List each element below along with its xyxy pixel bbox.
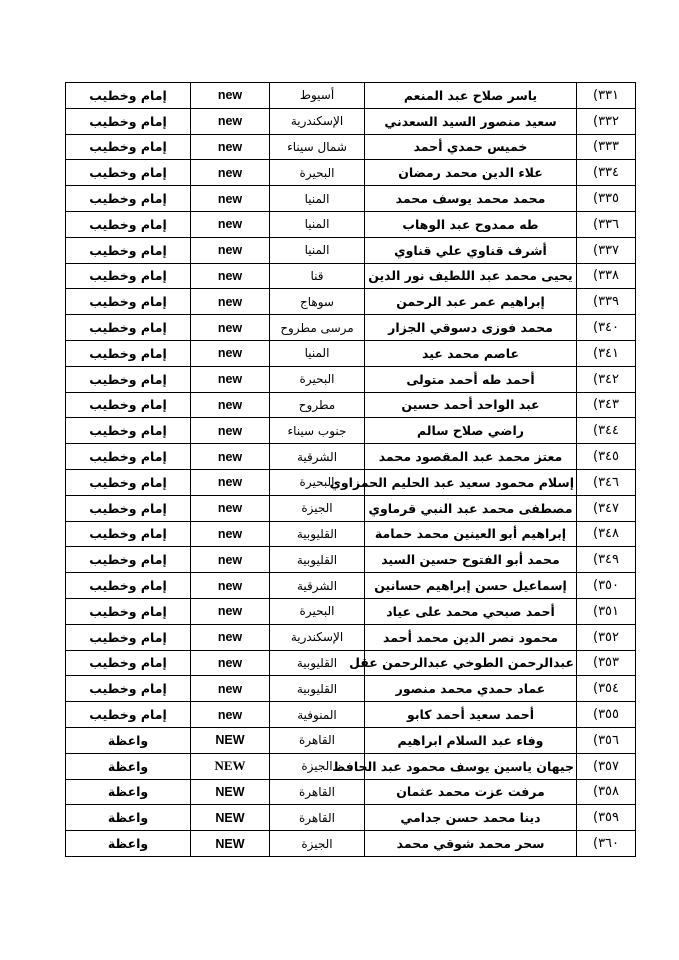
person-name: أحمد صبحي محمد على عياد (365, 598, 577, 624)
table-row (66, 573, 636, 599)
job-title: واعظة (66, 727, 191, 753)
table-row (66, 160, 636, 186)
person-name: علاء الدين محمد رمضان (365, 160, 577, 186)
status-label: new (191, 598, 270, 624)
row-number: ٣٥٤) (577, 676, 636, 702)
job-title: واعظة (66, 779, 191, 805)
person-name: مصطفى محمد عبد النبي قرماوي (365, 495, 577, 521)
row-number: ٣٣٩) (577, 289, 636, 315)
row-number: ٣٣٦) (577, 211, 636, 237)
row-number: ٣٤٨) (577, 521, 636, 547)
job-title: إمام وخطيب (66, 340, 191, 366)
status-label: NEW (191, 805, 270, 831)
governorate: القاهرة (270, 727, 365, 753)
person-name: يحيى محمد عبد اللطيف نور الدين (365, 263, 577, 289)
governorate: القليوبية (270, 521, 365, 547)
status-label: new (191, 676, 270, 702)
job-title: إمام وخطيب (66, 521, 191, 547)
status-label: new (191, 624, 270, 650)
job-title: إمام وخطيب (66, 160, 191, 186)
person-name: راضي صلاح سالم (365, 418, 577, 444)
person-name: وفاء عبد السلام ابراهيم (365, 727, 577, 753)
person-name: أحمد سعيد أحمد كابو (365, 702, 577, 728)
status-label: new (191, 340, 270, 366)
job-title: إمام وخطيب (66, 83, 191, 109)
row-number: ٣٥٦) (577, 727, 636, 753)
row-number: ٣٣٧) (577, 237, 636, 263)
job-title: إمام وخطيب (66, 702, 191, 728)
status-label: new (191, 134, 270, 160)
names-table-body (66, 83, 636, 857)
table-row (66, 186, 636, 212)
status-label: new (191, 547, 270, 573)
governorate: البحيرة (270, 598, 365, 624)
person-name: عاصم محمد عيد (365, 340, 577, 366)
person-name: عبد الواحد أحمد حسين (365, 392, 577, 418)
status-label: new (191, 392, 270, 418)
table-row (66, 702, 636, 728)
status-label: new (191, 702, 270, 728)
job-title: إمام وخطيب (66, 444, 191, 470)
person-name: أشرف قناوي علي قناوي (365, 237, 577, 263)
job-title: إمام وخطيب (66, 676, 191, 702)
table-row (66, 418, 636, 444)
job-title: إمام وخطيب (66, 573, 191, 599)
table-row (66, 727, 636, 753)
governorate: القليوبية (270, 676, 365, 702)
job-title: واعظة (66, 753, 191, 779)
table-row (66, 340, 636, 366)
governorate: جنوب سيناء (270, 418, 365, 444)
job-title: إمام وخطيب (66, 418, 191, 444)
governorate: الإسكندرية (270, 108, 365, 134)
person-name: مرفت عزت محمد عثمان (365, 779, 577, 805)
status-label: new (191, 495, 270, 521)
governorate: قنا (270, 263, 365, 289)
status-label: new (191, 469, 270, 495)
person-name: محمد محمد يوسف محمد (365, 186, 577, 212)
row-number: ٣٤٥) (577, 444, 636, 470)
table-row (66, 521, 636, 547)
job-title: إمام وخطيب (66, 211, 191, 237)
person-name: جيهان ياسين يوسف محمود عبد الحافظ (365, 753, 577, 779)
governorate: القليوبية (270, 547, 365, 573)
row-number: ٣٤٣) (577, 392, 636, 418)
table-row (66, 83, 636, 109)
person-name: سحر محمد شوقي محمد (365, 831, 577, 857)
table-row (66, 315, 636, 341)
status-label: NEW (191, 753, 270, 779)
governorate: البحيرة (270, 469, 365, 495)
row-number: ٣٣٤) (577, 160, 636, 186)
person-name: معتز محمد عبد المقصود محمد (365, 444, 577, 470)
status-label: new (191, 521, 270, 547)
row-number: ٣٤٤) (577, 418, 636, 444)
status-label: new (191, 315, 270, 341)
job-title: إمام وخطيب (66, 237, 191, 263)
table-row (66, 753, 636, 779)
governorate: الشرقية (270, 444, 365, 470)
table-row (66, 650, 636, 676)
job-title: واعظة (66, 805, 191, 831)
job-title: إمام وخطيب (66, 624, 191, 650)
status-label: NEW (191, 831, 270, 857)
governorate: أسيوط (270, 83, 365, 109)
status-label: new (191, 418, 270, 444)
person-name: أحمد طه أحمد متولى (365, 366, 577, 392)
table-row (66, 237, 636, 263)
status-label: new (191, 573, 270, 599)
row-number: ٣٤١) (577, 340, 636, 366)
table-row (66, 598, 636, 624)
job-title: إمام وخطيب (66, 263, 191, 289)
row-number: ٣٤٩) (577, 547, 636, 573)
row-number: ٣٤٧) (577, 495, 636, 521)
row-number: ٣٣٨) (577, 263, 636, 289)
row-number: ٣٤٢) (577, 366, 636, 392)
row-number: ٣٥٣) (577, 650, 636, 676)
table-row (66, 289, 636, 315)
job-title: إمام وخطيب (66, 650, 191, 676)
governorate: مرسى مطروح (270, 315, 365, 341)
table-row (66, 108, 636, 134)
status-label: new (191, 650, 270, 676)
status-label: new (191, 366, 270, 392)
governorate: القاهرة (270, 779, 365, 805)
table-row (66, 831, 636, 857)
job-title: إمام وخطيب (66, 598, 191, 624)
person-name: إبراهيم أبو العينين محمد حمامة (365, 521, 577, 547)
table-row (66, 444, 636, 470)
governorate: الجيزة (270, 831, 365, 857)
row-number: ٣٤٦) (577, 469, 636, 495)
job-title: واعظة (66, 831, 191, 857)
names-table (65, 82, 636, 857)
governorate: المنيا (270, 186, 365, 212)
job-title: إمام وخطيب (66, 289, 191, 315)
table-row (66, 805, 636, 831)
person-name: عبدالرحمن الطوخي عبدالرحمن عقل (365, 650, 577, 676)
status-label: new (191, 263, 270, 289)
row-number: ٣٥٧) (577, 753, 636, 779)
person-name: خميس حمدي أحمد (365, 134, 577, 160)
governorate: مطروح (270, 392, 365, 418)
table-row (66, 134, 636, 160)
job-title: إمام وخطيب (66, 495, 191, 521)
governorate: المنيا (270, 340, 365, 366)
row-number: ٣٥١) (577, 598, 636, 624)
person-name: محمد فوزى دسوقي الجزار (365, 315, 577, 341)
row-number: ٣٥٩) (577, 805, 636, 831)
status-label: new (191, 108, 270, 134)
governorate: البحيرة (270, 366, 365, 392)
status-label: new (191, 289, 270, 315)
job-title: إمام وخطيب (66, 547, 191, 573)
row-number: ٣٣١) (577, 83, 636, 109)
governorate: البحيرة (270, 160, 365, 186)
table-row (66, 495, 636, 521)
governorate: الشرقية (270, 573, 365, 599)
status-label: NEW (191, 727, 270, 753)
status-label: new (191, 444, 270, 470)
job-title: إمام وخطيب (66, 469, 191, 495)
table-row (66, 392, 636, 418)
row-number: ٣٥٥) (577, 702, 636, 728)
row-number: ٣٥٠) (577, 573, 636, 599)
status-label: NEW (191, 779, 270, 805)
table-row (66, 366, 636, 392)
job-title: إمام وخطيب (66, 315, 191, 341)
person-name: محمد أبو الفتوح حسين السيد (365, 547, 577, 573)
person-name: دينا محمد حسن جدامي (365, 805, 577, 831)
table-row (66, 263, 636, 289)
job-title: إمام وخطيب (66, 186, 191, 212)
governorate: الجيزة (270, 495, 365, 521)
person-name: ياسر صلاح عبد المنعم (365, 83, 577, 109)
person-name: محمود نصر الدين محمد أحمد (365, 624, 577, 650)
job-title: إمام وخطيب (66, 366, 191, 392)
governorate: المنيا (270, 211, 365, 237)
person-name: إسلام محمود سعيد عبد الحليم الحمزاوي (365, 469, 577, 495)
row-number: ٣٣٥) (577, 186, 636, 212)
row-number: ٣٦٠) (577, 831, 636, 857)
person-name: طه ممدوح عبد الوهاب (365, 211, 577, 237)
table-row (66, 624, 636, 650)
governorate: القاهرة (270, 805, 365, 831)
table-row (66, 469, 636, 495)
governorate: شمال سيناء (270, 134, 365, 160)
governorate: الجيزة (270, 753, 365, 779)
governorate: القليوبية (270, 650, 365, 676)
row-number: ٣٤٠) (577, 315, 636, 341)
person-name: عماد حمدي محمد منصور (365, 676, 577, 702)
table-row (66, 547, 636, 573)
job-title: إمام وخطيب (66, 108, 191, 134)
table-row (66, 211, 636, 237)
row-number: ٣٥٢) (577, 624, 636, 650)
governorate: الإسكندرية (270, 624, 365, 650)
row-number: ٣٣٢) (577, 108, 636, 134)
status-label: new (191, 186, 270, 212)
governorate: المنيا (270, 237, 365, 263)
row-number: ٣٣٣) (577, 134, 636, 160)
job-title: إمام وخطيب (66, 392, 191, 418)
status-label: new (191, 160, 270, 186)
table-row (66, 676, 636, 702)
person-name: إبراهيم عمر عبد الرحمن (365, 289, 577, 315)
governorate: المنوفية (270, 702, 365, 728)
governorate: سوهاج (270, 289, 365, 315)
person-name: سعيد منصور السيد السعدني (365, 108, 577, 134)
status-label: new (191, 83, 270, 109)
row-number: ٣٥٨) (577, 779, 636, 805)
status-label: new (191, 237, 270, 263)
status-label: new (191, 211, 270, 237)
job-title: إمام وخطيب (66, 134, 191, 160)
table-row (66, 779, 636, 805)
person-name: إسماعيل حسن إبراهيم حسانين (365, 573, 577, 599)
